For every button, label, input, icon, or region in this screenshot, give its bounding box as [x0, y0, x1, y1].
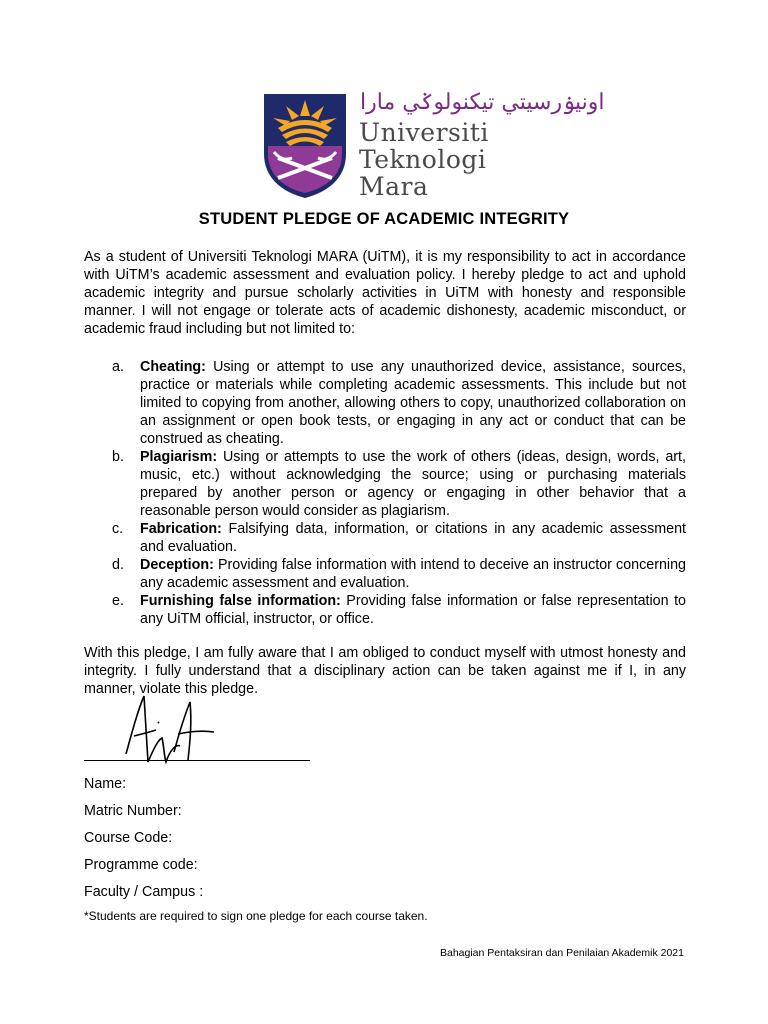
- list-item-term: Plagiarism:: [140, 449, 218, 465]
- programme-code-label: Programme code:: [84, 857, 198, 873]
- uitm-crest-icon: [262, 92, 348, 200]
- list-item: [84, 556, 686, 592]
- list-item-term: Furnishing false information:: [140, 593, 341, 609]
- footnote: *Students are required to sign one pledge for each course taken.: [84, 909, 428, 923]
- list-item-text: Using or attempts to use the work of others (ideas, design, words, art, music, etc.) without acknowledging the source; using or purchasing materials prepared by another person or agency or engaging in other behavior that a reasonable person would consider as plagiarism.: [140, 449, 686, 519]
- list-item-letter: e.: [112, 593, 124, 609]
- list-item-letter: b.: [112, 449, 124, 465]
- logo-line-mara: Mara: [359, 172, 429, 201]
- matric-number-label: Matric Number:: [84, 803, 182, 819]
- closing-paragraph: With this pledge, I am fully aware that I am obliged to conduct myself with utmost honesty and integrity. I fully understand that a disciplinary action can be taken against me if I, in any manner, violate this pledge.: [84, 645, 686, 697]
- signature-line: [84, 760, 310, 761]
- list-item-text: Providing false information or false representation to any UiTM official, instructor, or office.: [140, 593, 686, 627]
- name-label: Name:: [84, 776, 127, 792]
- student-details: [84, 775, 203, 910]
- list-item-letter: d.: [112, 557, 124, 573]
- course-code-label: Course Code:: [84, 830, 173, 846]
- intro-paragraph: As a student of Universiti Teknologi MARA (UiTM), it is my responsibility to act in accordance with UiTM’s academic assessment and evaluation policy. I hereby pledge to act and uphold academic integrity and pursue scholarly activities in UiTM with honesty and responsible manner. I will not engage or tolerate acts of academic dishonesty, academic misconduct, or academic fraud including but not limited to:: [84, 249, 686, 337]
- uitm-logo: [262, 90, 605, 202]
- faculty-campus-label: Faculty / Campus :: [84, 884, 204, 900]
- list-item: [84, 358, 686, 448]
- logo-line-universiti: Universiti: [359, 118, 489, 147]
- list-item-text: Providing false information with intend to deceive an instructor concerning any academic assessment and evaluation.: [140, 557, 686, 591]
- page-footer: Bahagian Pentaksiran dan Penilaian Akademik 2021: [439, 947, 684, 959]
- logo-line-teknologi: Teknologi: [359, 145, 487, 174]
- list-item-text: Falsifying data, information, or citations in any academic assessment and evaluation.: [140, 521, 686, 555]
- list-item-letter: a.: [112, 359, 124, 375]
- list-item: [84, 448, 686, 520]
- list-item-term: Cheating:: [140, 359, 206, 375]
- misconduct-list: [84, 358, 686, 628]
- list-item-letter: c.: [112, 521, 124, 537]
- list-item: [84, 520, 686, 556]
- list-item-term: Deception:: [140, 557, 214, 573]
- page-title: STUDENT PLEDGE OF ACADEMIC INTEGRITY: [198, 210, 570, 228]
- list-item: [84, 592, 686, 628]
- logo-jawi-script: اونيۏرسيتي تيكنولوݢي مارا: [360, 90, 605, 115]
- list-item-term: Fabrication:: [140, 521, 222, 537]
- list-item-text: Using or attempt to use any unauthorized device, assistance, sources, practice or materials while completing academic assessments. This include but not limited to copying from another, allowing others to copy, unauthorized collaboration on an assignment or open book tests, or engaging in any act or conduct that can be construed as cheating.: [140, 359, 686, 447]
